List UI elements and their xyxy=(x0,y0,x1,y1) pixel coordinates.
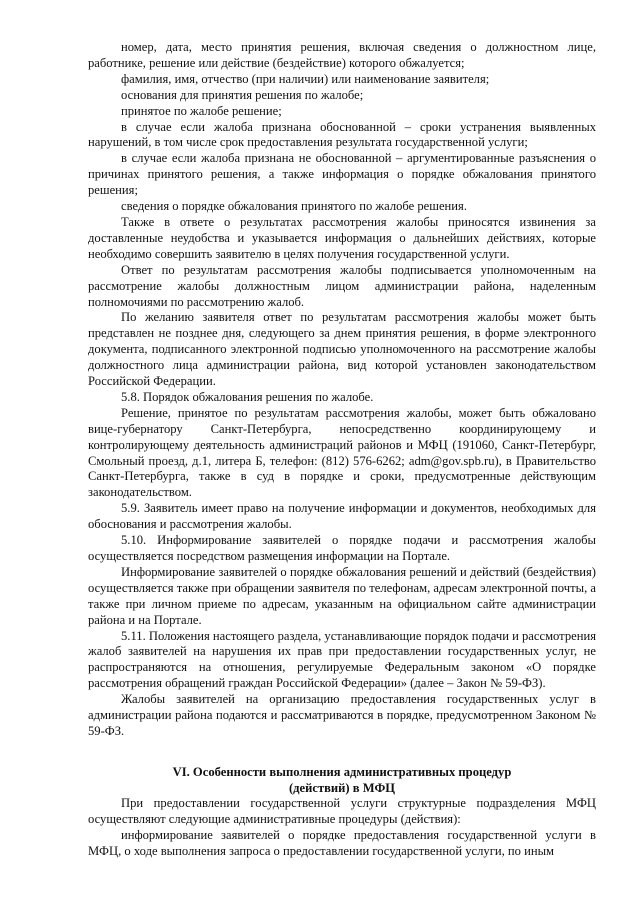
paragraph: Решение, принятое по результатам рассмотрения жалобы, может быть обжаловано вице-губернатору Санкт-Петербурга, непосредственно координирующему и контролирующему деятельность администраций районов и МФЦ (191060, Санкт-Петербург, Смольный проезд, д.1, литера Б, телефон: (812) 576-6262; adm@gov.spb.ru), в Правительство Санкт-Петербурга, также в суд в порядке и сроки, предусмотренные действующим законодательством. xyxy=(88,405,596,500)
paragraph: 5.8. Порядок обжалования решения по жалобе. xyxy=(121,389,374,404)
paragraph: 5.11. Положения настоящего раздела, устанавливающие порядок подачи и рассмотрения жалоб заявителей на нарушения их прав при предоставлении государственных услуг, не распространяются на отношения, регулируемые Федеральным законом «О порядке рассмотрения обращений граждан Российской Федерации» (далее – Закон № 59-ФЗ). xyxy=(88,628,596,691)
paragraph: 5.9. Заявитель имеет право на получение информации и документов, необходимых для обоснования и рассмотрения жалобы. xyxy=(88,501,596,532)
paragraph: принятое по жалобе решение; xyxy=(121,103,282,118)
paragraph: Жалобы заявителей на организацию предоставления государственных услуг в администрации района подаются и рассматриваются в порядке, предусмотренном Законом № 59-ФЗ. xyxy=(88,692,596,738)
section-heading-line-2: (действий) в МФЦ xyxy=(288,780,396,795)
paragraph: в случае если жалоба признана не обоснованной – аргументированные разъяснения о причинах принятого решения, а также информация о порядке обжалования принятого решения; xyxy=(88,151,596,198)
paragraph: По желанию заявителя ответ по результатам рассмотрения жалобы может быть представлен не позднее дня, следующего за днем принятия решения, в форме электронного документа, подписанного электронной подписью уполномоченного на рассмотрение жалобы должностного лица администрации района, вид которой установлен законодательством Российской Федерации. xyxy=(88,310,596,389)
section-heading xyxy=(88,764,596,796)
section-v-continuation xyxy=(88,40,596,740)
paragraph: основания для принятия решения по жалобе; xyxy=(121,87,364,102)
paragraph: Информирование заявителей о порядке обжалования решений и действий (бездействия) осуществляется также при обращении заявителя по телефонам, адресам электронной почты, а также при личном приеме по адресам, указанным на официальном сайте администрации района и на Портале. xyxy=(88,564,596,627)
paragraph: номер, дата, место принятия решения, включая сведения о должностном лице, работнике, решение или действие (бездействие) которого обжалуется; xyxy=(88,40,596,70)
paragraph: Ответ по результатам рассмотрения жалобы подписывается уполномоченным на рассмотрение жалобы должностным лицом администрации района, наделенным полномочиями по рассмотрению жалоб. xyxy=(88,262,596,309)
paragraph: Также в ответе о результатах рассмотрения жалобы приносятся извинения за доставленные неудобства и указывается информация о дальнейших действиях, которые необходимо совершить заявителю в целях получения государственной услуги. xyxy=(88,214,596,261)
paragraph: информирование заявителей о порядке предоставления государственной услуги в МФЦ, о ходе выполнения запроса о предоставлении государственной услуги, по иным xyxy=(88,827,596,858)
paragraph: фамилия, имя, отчество (при наличии) или наименование заявителя; xyxy=(121,71,490,86)
paragraph: При предоставлении государственной услуги структурные подразделения МФЦ осуществляют следующие административные процедуры (действия): xyxy=(88,795,596,826)
section-heading-line-1: VI. Особенности выполнения административных процедур xyxy=(172,764,512,779)
paragraph: 5.10. Информирование заявителей о порядке подачи и рассмотрения жалобы осуществляется посредством размещения информации на Портале. xyxy=(88,533,596,563)
paragraph: в случае если жалоба признана обоснованной – сроки устранения выявленных нарушений, в том числе срок предоставления результата государственной услуги; xyxy=(88,119,596,150)
paragraph: сведения о порядке обжалования принятого по жалобе решения. xyxy=(121,199,467,214)
section-vi-body xyxy=(88,796,596,860)
